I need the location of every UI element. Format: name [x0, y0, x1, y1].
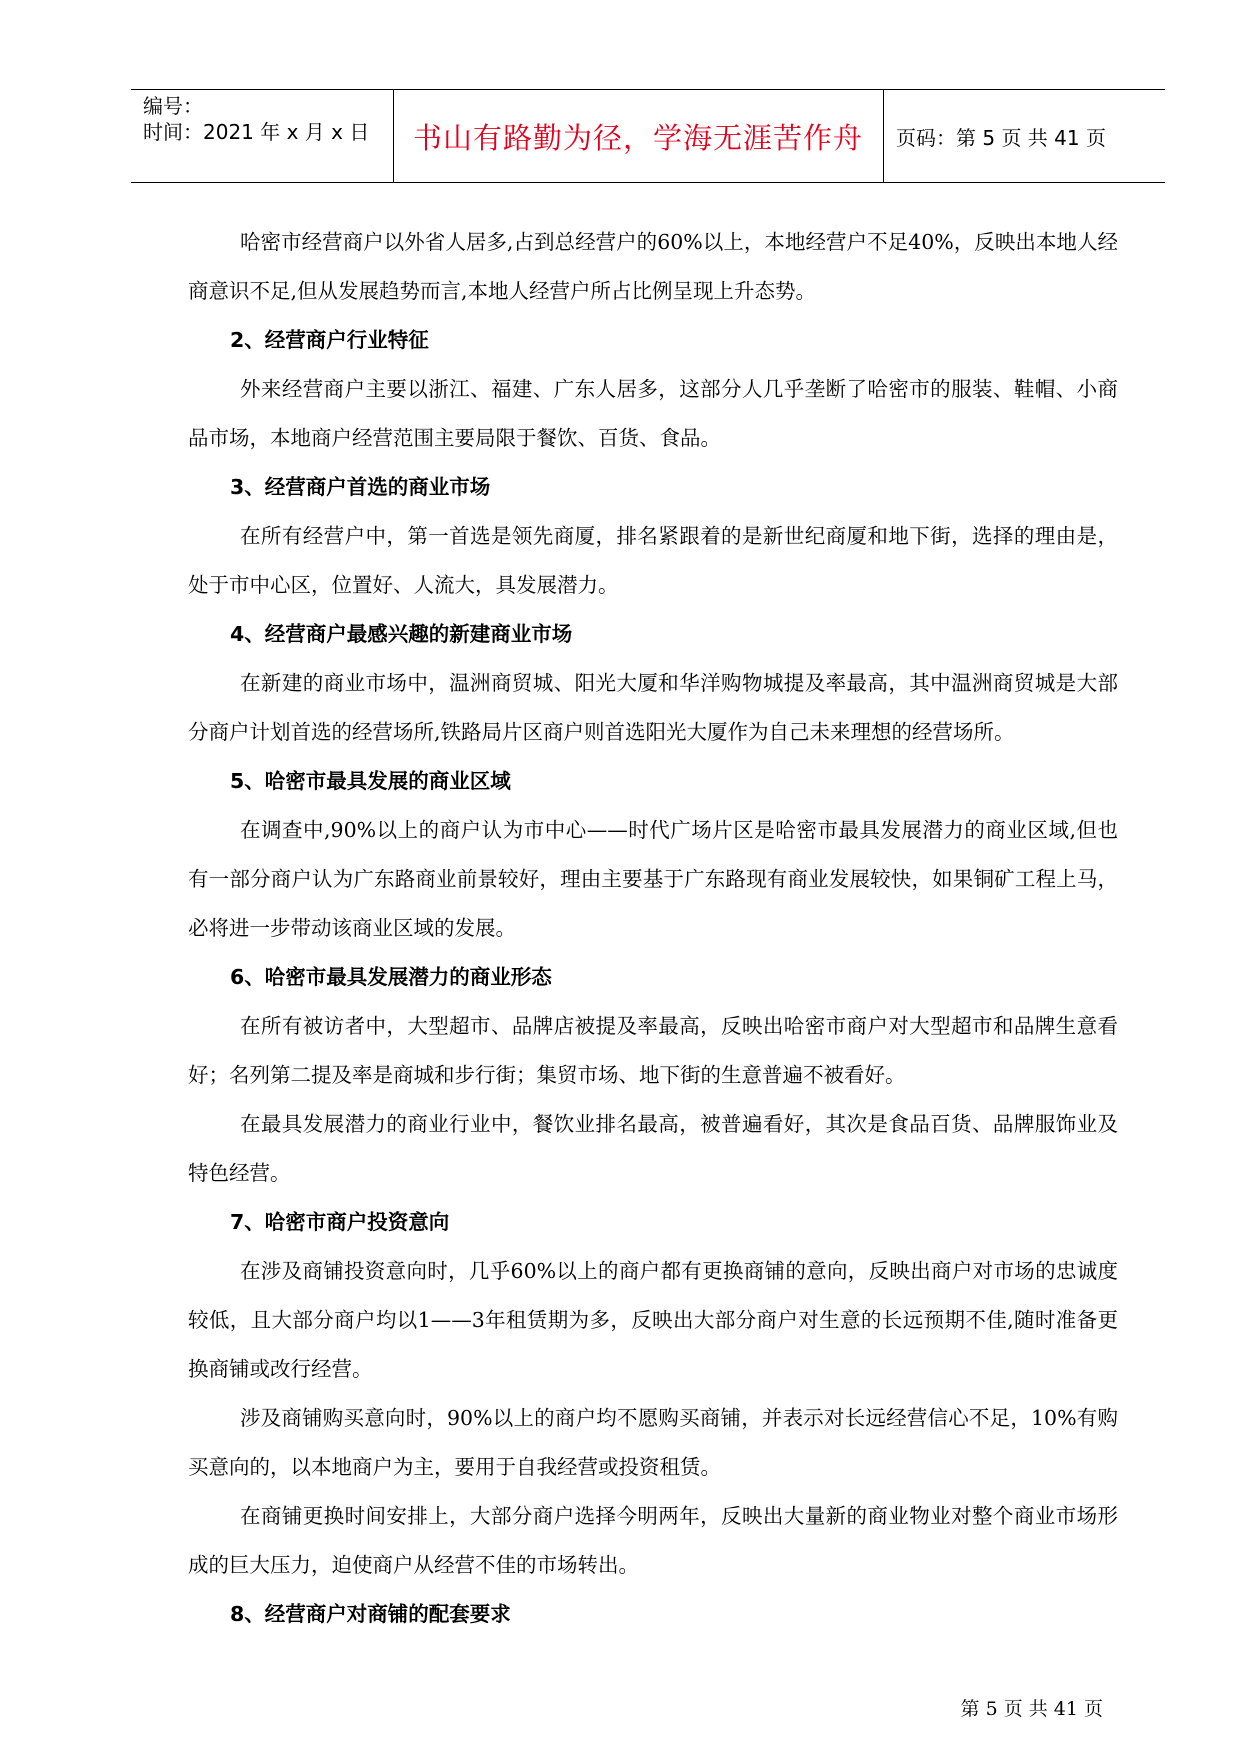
body-paragraph: 外来经营商户主要以浙江、福建、广东人居多，这部分人几乎垄断了哈密市的服装、鞋帽、小商品市场，本地商户经营范围主要局限于餐饮、百货、食品。 [188, 377, 1118, 450]
section-heading: 5、哈密市最具发展的商业区域 [230, 769, 511, 793]
section-heading: 3、经营商户首选的商业市场 [230, 475, 491, 499]
header-motto-cell [393, 90, 884, 182]
section-heading: 7、哈密市商户投资意向 [230, 1210, 450, 1234]
body-paragraph: 在调查中,90%以上的商户认为市中心——时代广场片区是哈密市最具发展潜力的商业区域,但也有一部分商户认为广东路商业前景较好，理由主要基于广东路现有商业发展较快，如果铜矿工程上马，必将进一步带动该商业区域的发展。 [188, 818, 1118, 940]
section-heading: 6、哈密市最具发展潜力的商业形态 [230, 965, 552, 989]
body-paragraph: 在商铺更换时间安排上，大部分商户选择今明两年，反映出大量新的商业物业对整个商业市场形成的巨大压力，迫使商户从经营不佳的市场转出。 [188, 1504, 1118, 1577]
header-page-number: 页码：第 5 页 共 41 页 [896, 125, 1106, 150]
body-paragraph: 在所有被访者中，大型超市、品牌店被提及率最高，反映出哈密市商户对大型超市和品牌生意看好；名列第二提及率是商城和步行街；集贸市场、地下街的生意普遍不被看好。 [188, 1014, 1118, 1087]
document-body [188, 218, 1118, 1639]
body-paragraph: 在所有经营户中，第一首选是领先商厦，排名紧跟着的是新世纪商厦和地下街，选择的理由是，处于市中心区，位置好、人流大，具发展潜力。 [188, 524, 1118, 597]
header-page-cell [884, 90, 1165, 182]
header-motto: 书山有路勤为径，学海无涯苦作舟 [412, 120, 863, 155]
body-paragraph: 在涉及商铺投资意向时，几乎60%以上的商户都有更换商铺的意向，反映出商户对市场的忠诚度较低，且大部分商户均以1——3年租赁期为多，反映出大部分商户对生意的长远预期不佳,随时准备更换商铺或改行经营。 [188, 1259, 1118, 1381]
body-paragraph: 在最具发展潜力的商业行业中，餐饮业排名最高，被普遍看好，其次是食品百货、品牌服饰业及特色经营。 [188, 1112, 1118, 1185]
page-header [131, 89, 1165, 183]
section-heading: 4、经营商户最感兴趣的新建商业市场 [230, 622, 573, 646]
body-paragraph: 哈密市经营商户以外省人居多,占到总经营户的60%以上，本地经营户不足40%，反映出本地人经商意识不足,但从发展趋势而言,本地人经营户所占比例呈现上升态势。 [188, 230, 1118, 303]
body-paragraph: 在新建的商业市场中，温洲商贸城、阳光大厦和华洋购物城提及率最高，其中温洲商贸城是大部分商户计划首选的经营场所,铁路局片区商户则首选阳光大厦作为自己未来理想的经营场所。 [188, 671, 1118, 744]
body-paragraph: 涉及商铺购买意向时，90%以上的商户均不愿购买商铺，并表示对长远经营信心不足，10%有购买意向的，以本地商户为主，要用于自我经营或投资租赁。 [188, 1406, 1118, 1479]
page-footer-number: 第 5 页 共 41 页 [960, 1698, 1103, 1720]
header-meta-cell [131, 90, 394, 182]
document-number-label: 编号： [143, 94, 203, 118]
section-heading: 8、经营商户对商铺的配套要求 [230, 1602, 511, 1626]
section-heading: 2、经营商户行业特征 [230, 328, 429, 352]
document-time-label: 时间：2021 年 x 月 x 日 [143, 120, 370, 144]
